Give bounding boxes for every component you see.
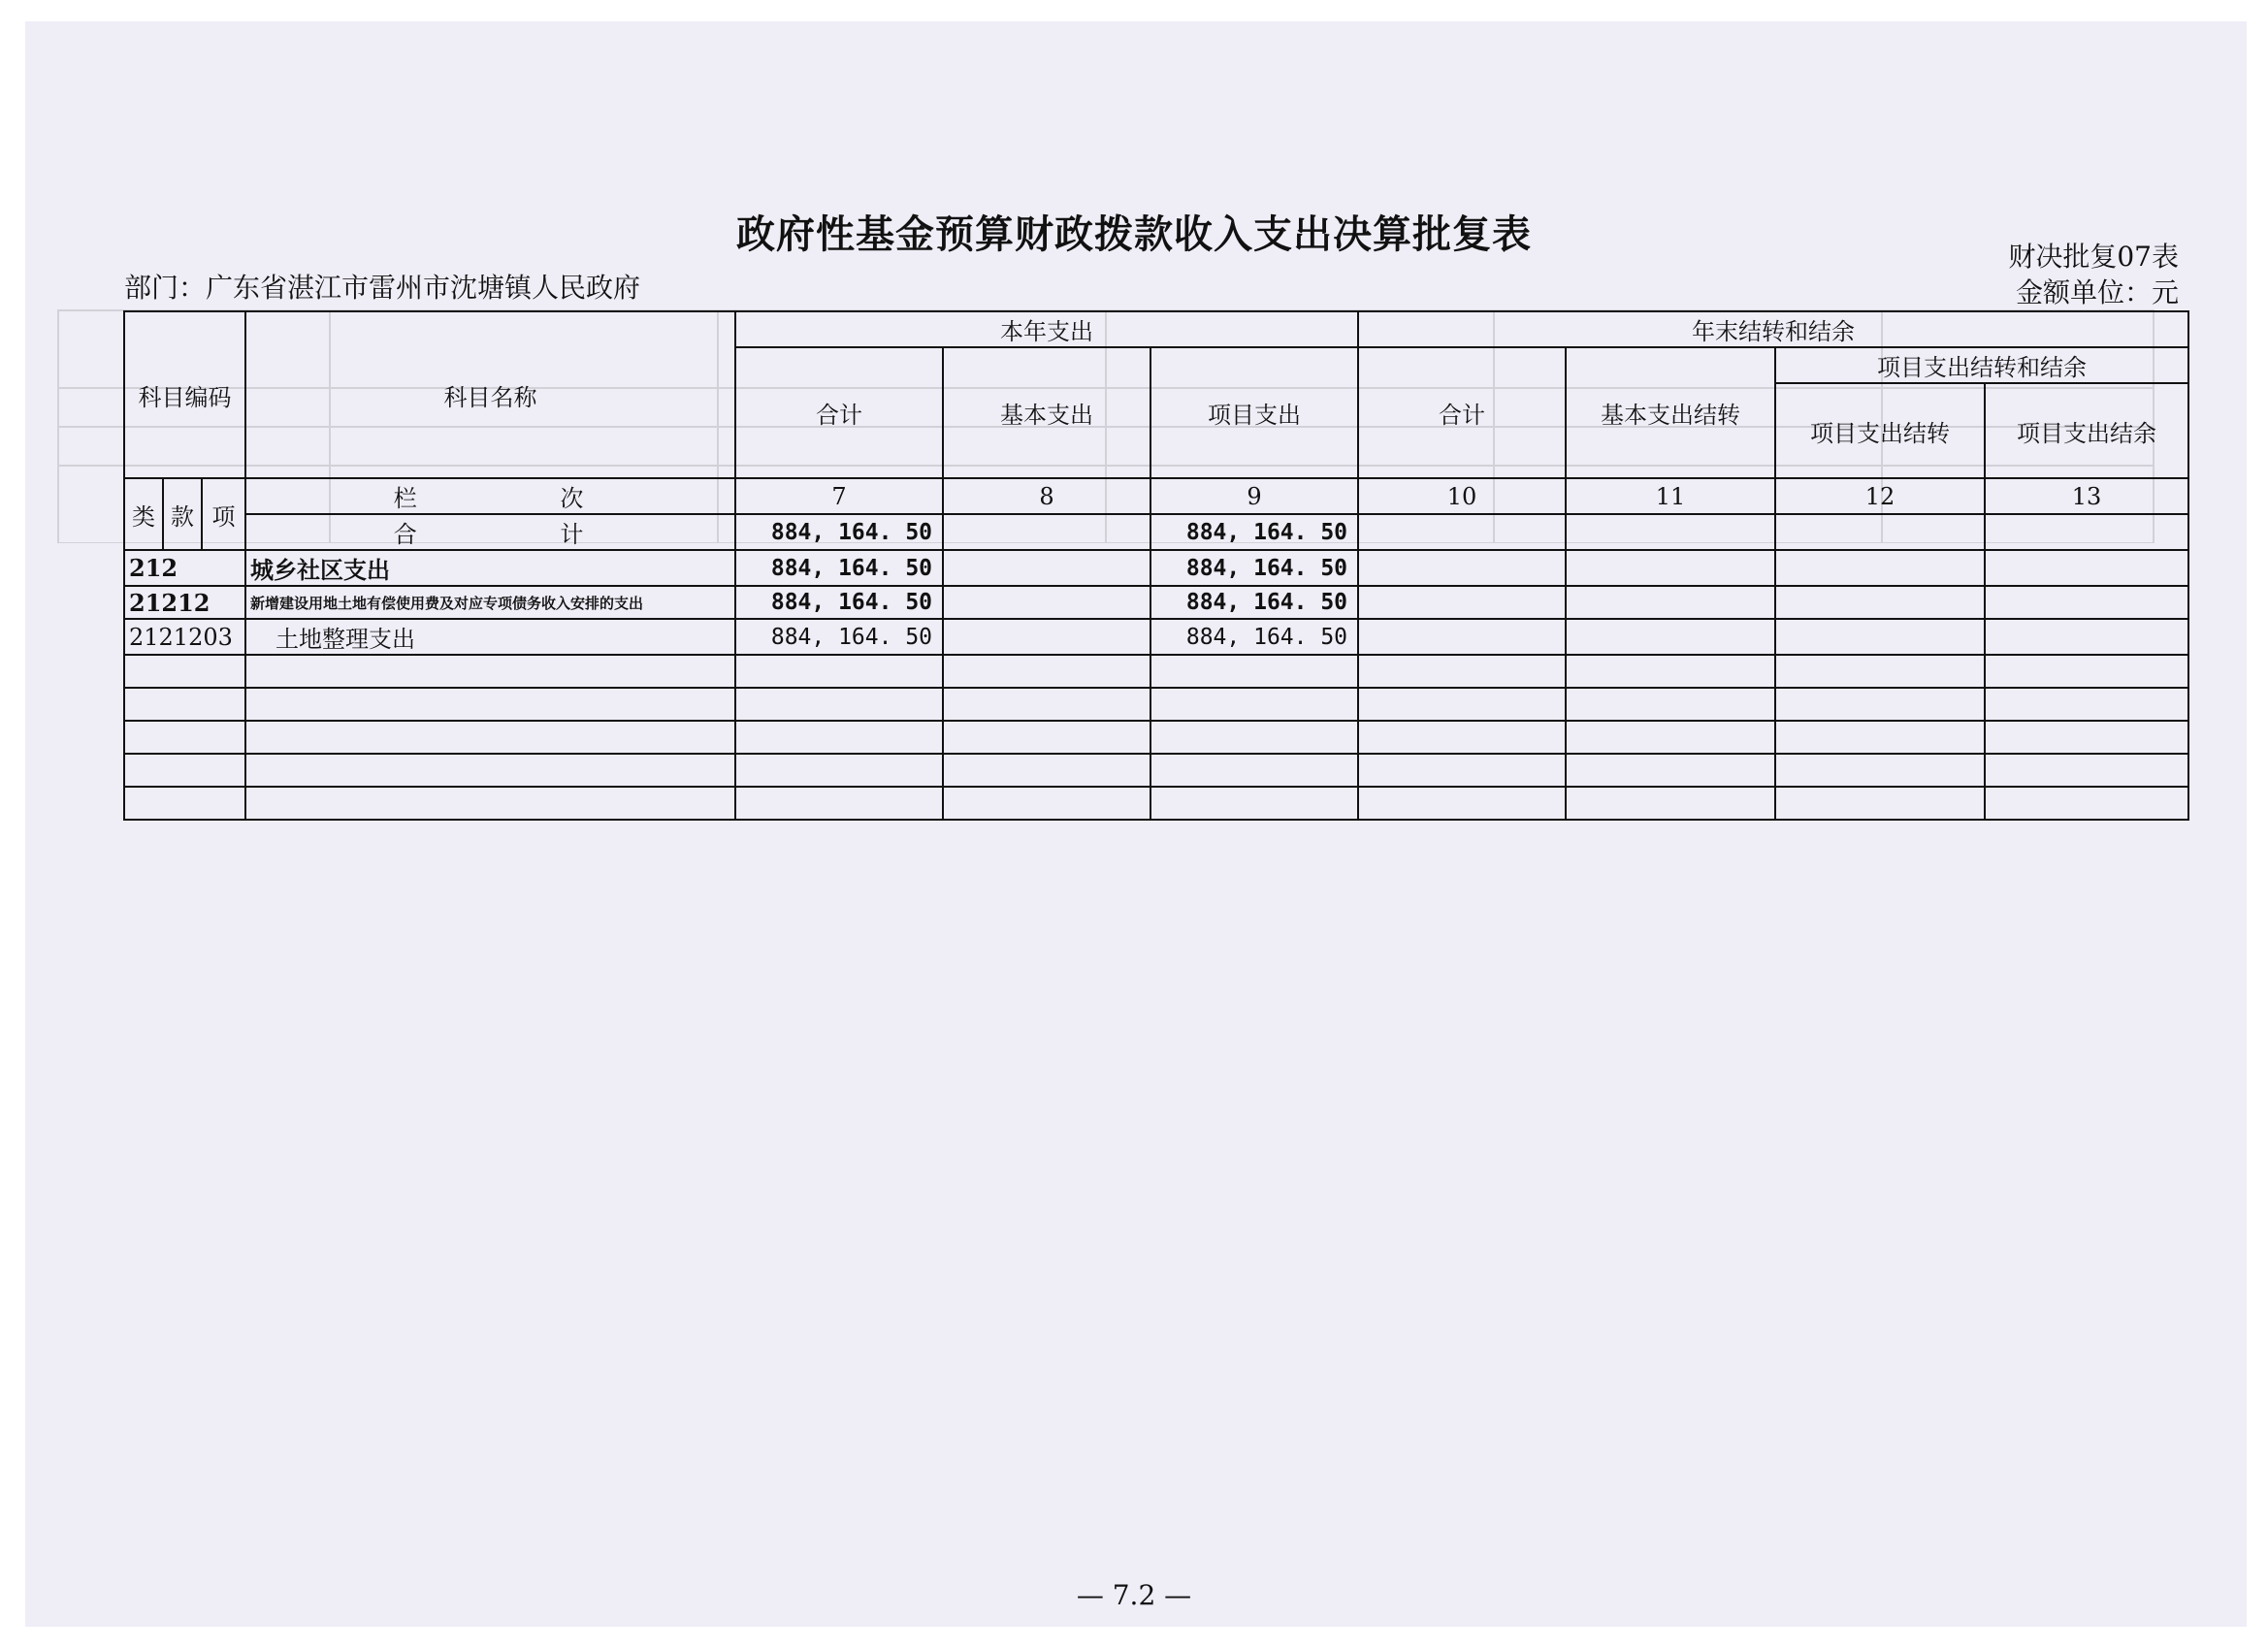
table-row <box>124 550 2188 586</box>
cell-total: 884, 164. 50 <box>735 619 943 655</box>
cell-project: 884, 164. 50 <box>1150 586 1358 619</box>
header-total-exp: 合计 <box>735 347 943 478</box>
header-project-balance-group: 项目支出结转和结余 <box>1775 347 2188 383</box>
cell-basic <box>943 586 1150 619</box>
cell-name: 新增建设用地土地有偿使用费及对应专项债务收入安排的支出 <box>245 586 735 619</box>
column-label: 栏 次 <box>245 478 735 514</box>
empty-row <box>124 688 2188 721</box>
header-subject-code: 科目编码 <box>124 311 245 478</box>
empty-row <box>124 754 2188 787</box>
header-total-balance: 合计 <box>1358 347 1566 478</box>
form-code: 财决批复07表 <box>2008 241 2179 273</box>
page-number: — 7.2 — <box>1076 1579 1192 1611</box>
cell-basic <box>943 550 1150 586</box>
cell-code: 212 <box>124 550 245 586</box>
cell-name: 城乡社区支出 <box>245 550 735 586</box>
col-number: 8 <box>943 478 1150 514</box>
header-basic-exp: 基本支出 <box>943 347 1150 478</box>
cell-project: 884, 164. 50 <box>1150 550 1358 586</box>
empty-row <box>124 787 2188 820</box>
header-lei: 类 <box>124 478 163 550</box>
table-row <box>124 619 2188 655</box>
header-row-1 <box>124 311 2188 347</box>
cell-total: 884, 164. 50 <box>735 586 943 619</box>
col-number: 9 <box>1150 478 1358 514</box>
empty-row <box>124 721 2188 754</box>
cell-code: 2121203 <box>124 619 245 655</box>
cell-basic <box>943 619 1150 655</box>
header-xiang: 项 <box>202 478 245 550</box>
empty-row <box>124 655 2188 688</box>
total-row-label: 合 计 <box>245 514 735 550</box>
col-number: 13 <box>1985 478 2188 514</box>
column-number-row <box>124 478 2188 514</box>
col-number: 10 <box>1358 478 1566 514</box>
cell-code: 21212 <box>124 586 245 619</box>
unit-label: 金额单位：元 <box>2015 276 2179 308</box>
header-project-carryover: 项目支出结转 <box>1775 383 1985 478</box>
header-subject-name: 科目名称 <box>245 311 735 478</box>
header-project-surplus: 项目支出结余 <box>1985 383 2188 478</box>
header-this-year-expenditure: 本年支出 <box>735 311 1358 347</box>
header-project-exp: 项目支出 <box>1150 347 1358 478</box>
table-row <box>124 586 2188 619</box>
cell-name: 土地整理支出 <box>245 619 735 655</box>
col-number: 12 <box>1775 478 1985 514</box>
header-basic-carryover: 基本支出结转 <box>1566 347 1775 478</box>
total-row <box>124 514 2188 550</box>
paper-background <box>25 21 2247 1627</box>
cell-total: 884, 164. 50 <box>735 550 943 586</box>
col-number: 7 <box>735 478 943 514</box>
page-title: 政府性基金预算财政拨款收入支出决算批复表 <box>736 212 1532 257</box>
budget-table <box>123 310 2189 821</box>
department-label: 部门：广东省湛江市雷州市沈塘镇人民政府 <box>124 272 641 304</box>
cell-basic <box>943 514 1150 550</box>
header-kuan: 款 <box>163 478 202 550</box>
header-year-end-balance: 年末结转和结余 <box>1358 311 2188 347</box>
cell-project: 884, 164. 50 <box>1150 619 1358 655</box>
col-number: 11 <box>1566 478 1775 514</box>
cell-project: 884, 164. 50 <box>1150 514 1358 550</box>
cell-total: 884, 164. 50 <box>735 514 943 550</box>
